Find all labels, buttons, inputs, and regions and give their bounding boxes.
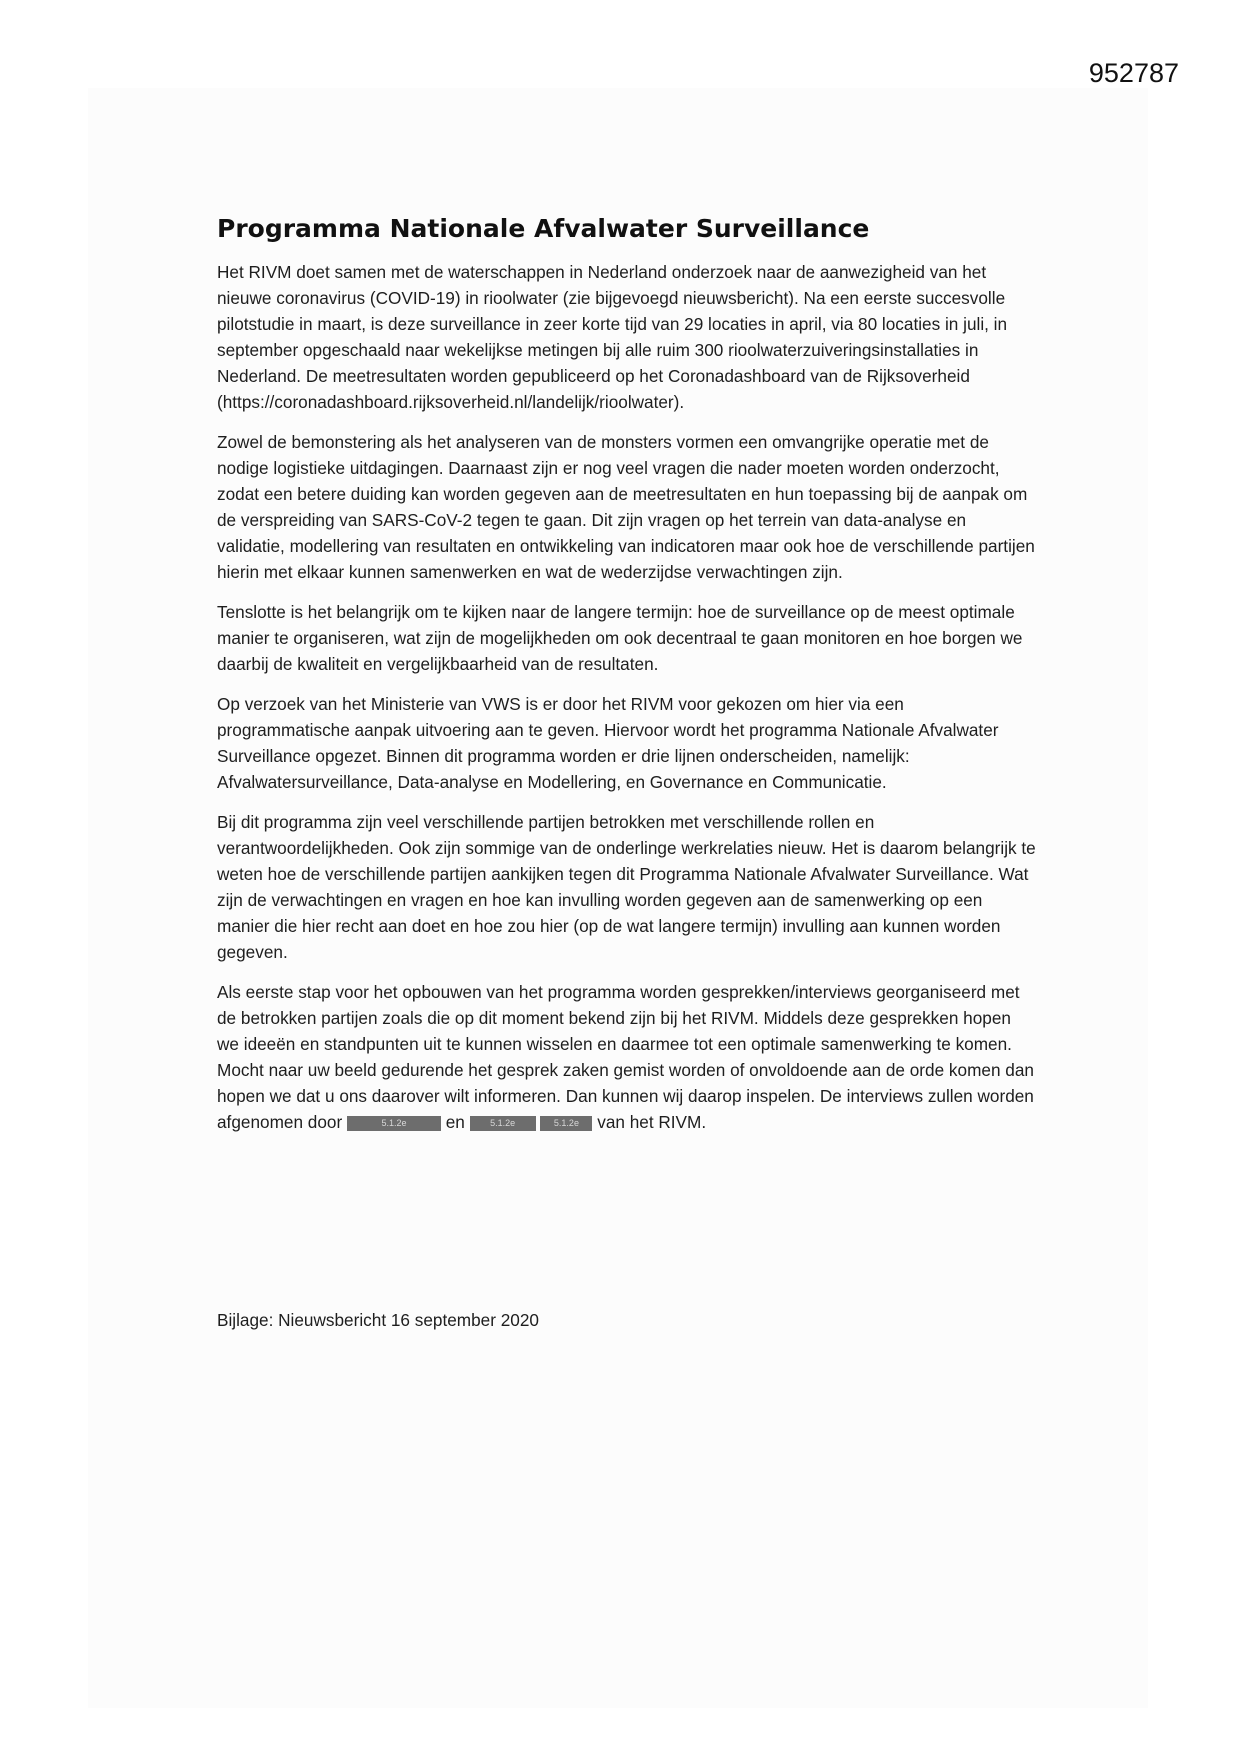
redaction-box: 5.1.2e xyxy=(470,1116,536,1131)
redaction-box: 5.1.2e xyxy=(540,1116,592,1131)
document-body xyxy=(217,214,1037,1149)
paragraph-4: Op verzoek van het Ministerie van VWS is er door het RIVM voor gekozen om hier via een programmatische aanpak uitvoering aan te geven. Hiervoor wordt het programma Nationale Afvalwater Surveillance opgezet. Binnen dit programma worden er drie lijnen onderscheiden, namelijk: Afvalwatersurveillance, Data-analyse en Modellering, en Governance en Communicatie. xyxy=(217,694,999,792)
paragraph-5: Bij dit programma zijn veel verschillende partijen betrokken met verschillende rollen en verantwoordelijkheden. Ook zijn sommige van de onderlinge werkrelaties nieuw. Het is daarom belangrijk te weten hoe de verschillende partijen aankijken tegen dit Programma Nationale Afvalwater Surveillance. Wat zijn de verwachtingen en vragen en hoe kan invulling worden gegeven aan de samenwerking op een manier die hier recht aan doet en hoe zou hier (op de wat langere termijn) invulling aan kunnen worden gegeven. xyxy=(217,812,1036,962)
paragraph-3: Tenslotte is het belangrijk om te kijken naar de langere termijn: hoe de surveillance op de meest optimale manier te organiseren, wat zijn de mogelijkheden om ook decentraal te gaan monitoren en hoe borgen we daarbij de kwaliteit en vergelijkbaarheid van de resultaten. xyxy=(217,602,1023,674)
paragraph-6 xyxy=(217,979,1037,1135)
paragraph-6-ending: van het RIVM. xyxy=(597,1112,707,1132)
redaction-box: 5.1.2e xyxy=(347,1116,441,1131)
attachment-note: Bijlage: Nieuwsbericht 16 september 2020 xyxy=(217,1310,539,1330)
paragraph-1: Het RIVM doet samen met de waterschappen in Nederland onderzoek naar de aanwezigheid van het nieuwe coronavirus (COVID-19) in rioolwater (zie bijgevoegd nieuwsbericht). Na een eerste succesvolle pilotstudie in maart, is deze surveillance in zeer korte tijd van 29 locaties in april, via 80 locaties in juli, in september opgeschaald naar wekelijkse metingen bij alle ruim 300 rioolwaterzuiveringsinstallaties in Nederland. De meetresultaten worden gepubliceerd op het Coronadashboard van de Rijksoverheid (https://coronadashboard.rijksoverheid.nl/landelijk/rioolwater). xyxy=(217,262,1008,412)
connector-text: en xyxy=(445,1112,465,1132)
document-title: Programma Nationale Afvalwater Surveillance xyxy=(217,214,870,243)
document-number: 952787 xyxy=(1088,58,1179,88)
paragraph-6-text: Als eerste stap voor het opbouwen van het programma worden gesprekken/interviews georganiseerd met de betrokken partijen zoals die op dit moment bekend zijn bij het RIVM. Middels deze gesprekken hopen we ideeën en standpunten uit te kunnen wisselen en daarmee tot een optimale samenwerking te komen. Mocht naar uw beeld gedurende het gesprek zaken gemist worden of onvoldoende aan de orde komen dan hopen we dat u ons daarover wilt informeren. Dan kunnen wij daarop inspelen. De interviews zullen worden afgenomen door xyxy=(217,982,1034,1132)
paragraph-2: Zowel de bemonstering als het analyseren van de monsters vormen een omvangrijke operatie met de nodige logistieke uitdagingen. Daarnaast zijn er nog veel vragen die nader moeten worden onderzocht, zodat een betere duiding kan worden gegeven aan de meetresultaten en hun toepassing bij de aanpak om de verspreiding van SARS-CoV-2 tegen te gaan. Dit zijn vragen op het terrein van data-analyse en validatie, modellering van resultaten en ontwikkeling van indicatoren maar ook hoe de verschillende partijen hierin met elkaar kunnen samenwerken en wat de wederzijdse verwachtingen zijn. xyxy=(217,432,1035,582)
